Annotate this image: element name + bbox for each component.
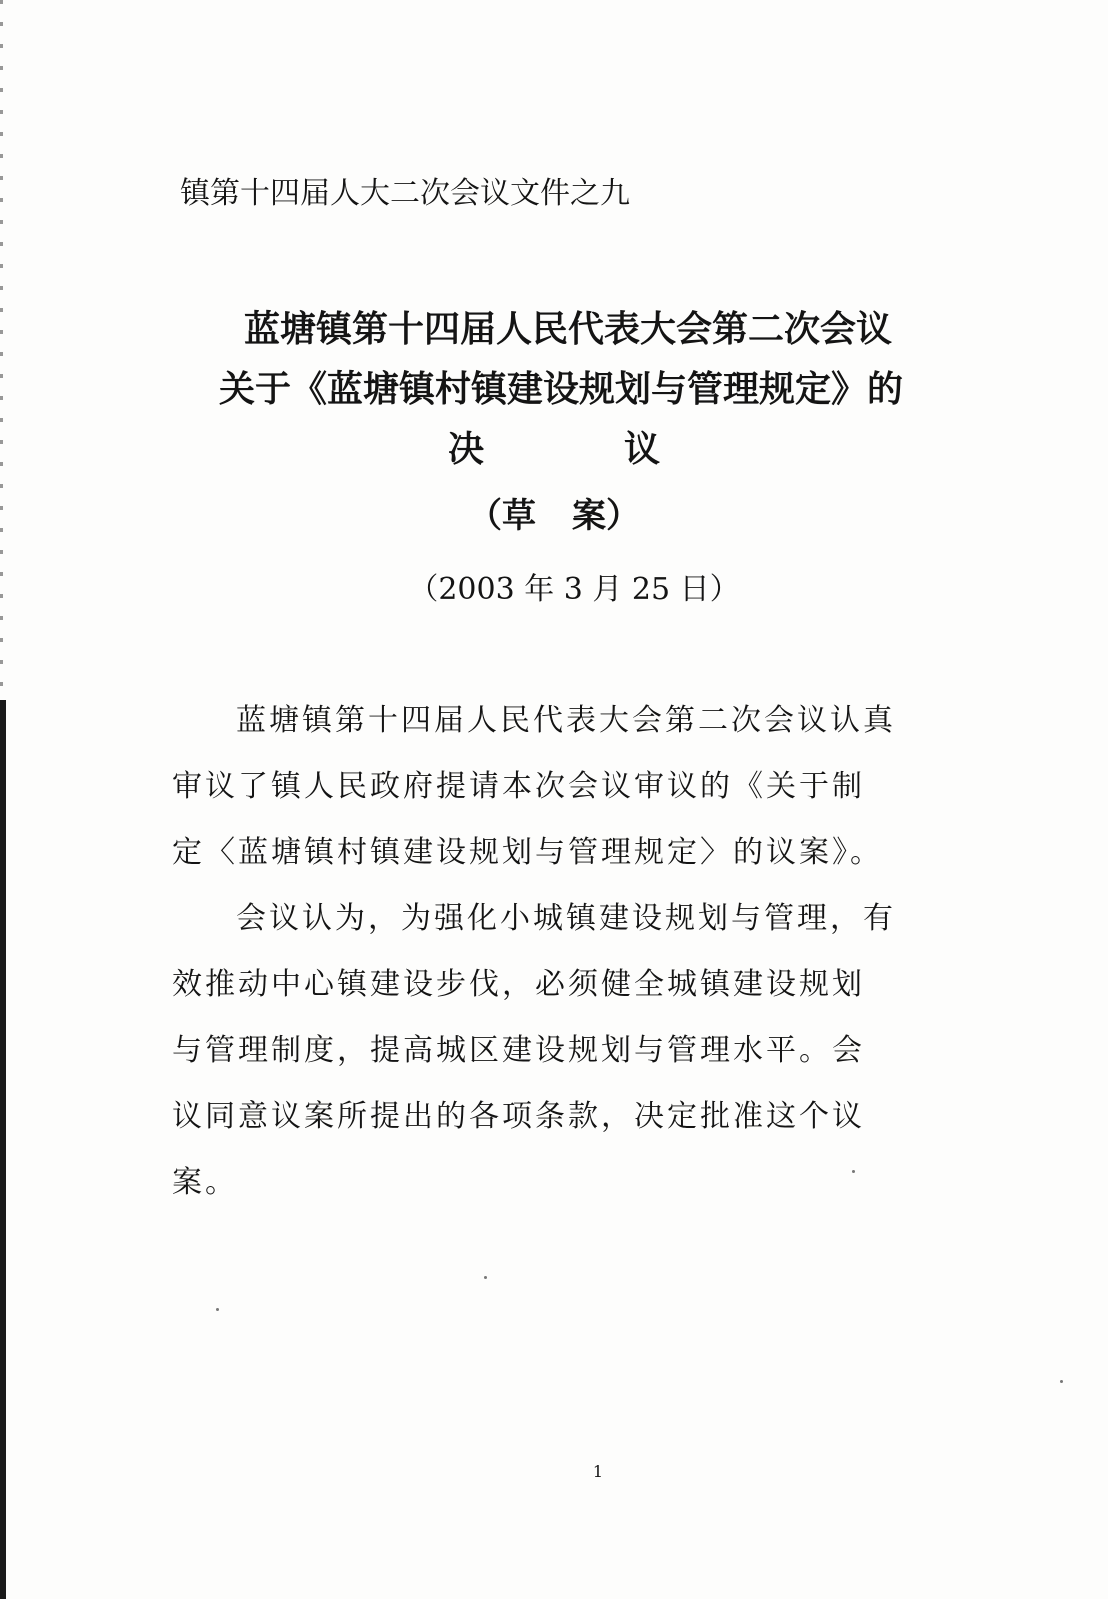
title-line-3 — [0, 420, 1108, 480]
document-body — [172, 688, 897, 1216]
title-line-2: 关于《蓝塘镇村镇建设规划与管理规定》的 — [218, 369, 903, 410]
title-draft-label — [0, 484, 1108, 548]
title-line-1: 蓝塘镇第十四届人民代表大会第二次会议 — [243, 309, 892, 350]
body-paragraph-1: 蓝塘镇第十四届人民代表大会第二次会议认真审议了镇人民政府提请本次会议审议的《关于制定〈蓝塘镇村镇建设规划与管理规定〉的议案》。 — [172, 703, 896, 870]
draft-open: （草 — [468, 496, 536, 536]
page-number: 1 — [592, 1462, 604, 1481]
title-decision-char-2: 议 — [624, 429, 661, 470]
document-date: （2003 年 3 月 25 日） — [408, 572, 740, 607]
title-decision-char-1: 决 — [447, 429, 484, 470]
scan-speck — [1060, 1380, 1063, 1383]
scan-speck — [216, 1308, 219, 1311]
document-number: 镇第十四届人大二次会议文件之九 — [180, 176, 630, 211]
scan-speck — [852, 1170, 855, 1173]
draft-close: 案） — [572, 496, 640, 536]
body-paragraph-2: 会议认为，为强化小城镇建设规划与管理，有效推动中心镇建设步伐，必须健全城镇建设规划与管理制度，提高城区建设规划与管理水平。会议同意议案所提出的各项条款，决定批准这个议案。 — [172, 901, 896, 1200]
scan-speck — [484, 1276, 487, 1279]
document-title — [0, 300, 1108, 548]
